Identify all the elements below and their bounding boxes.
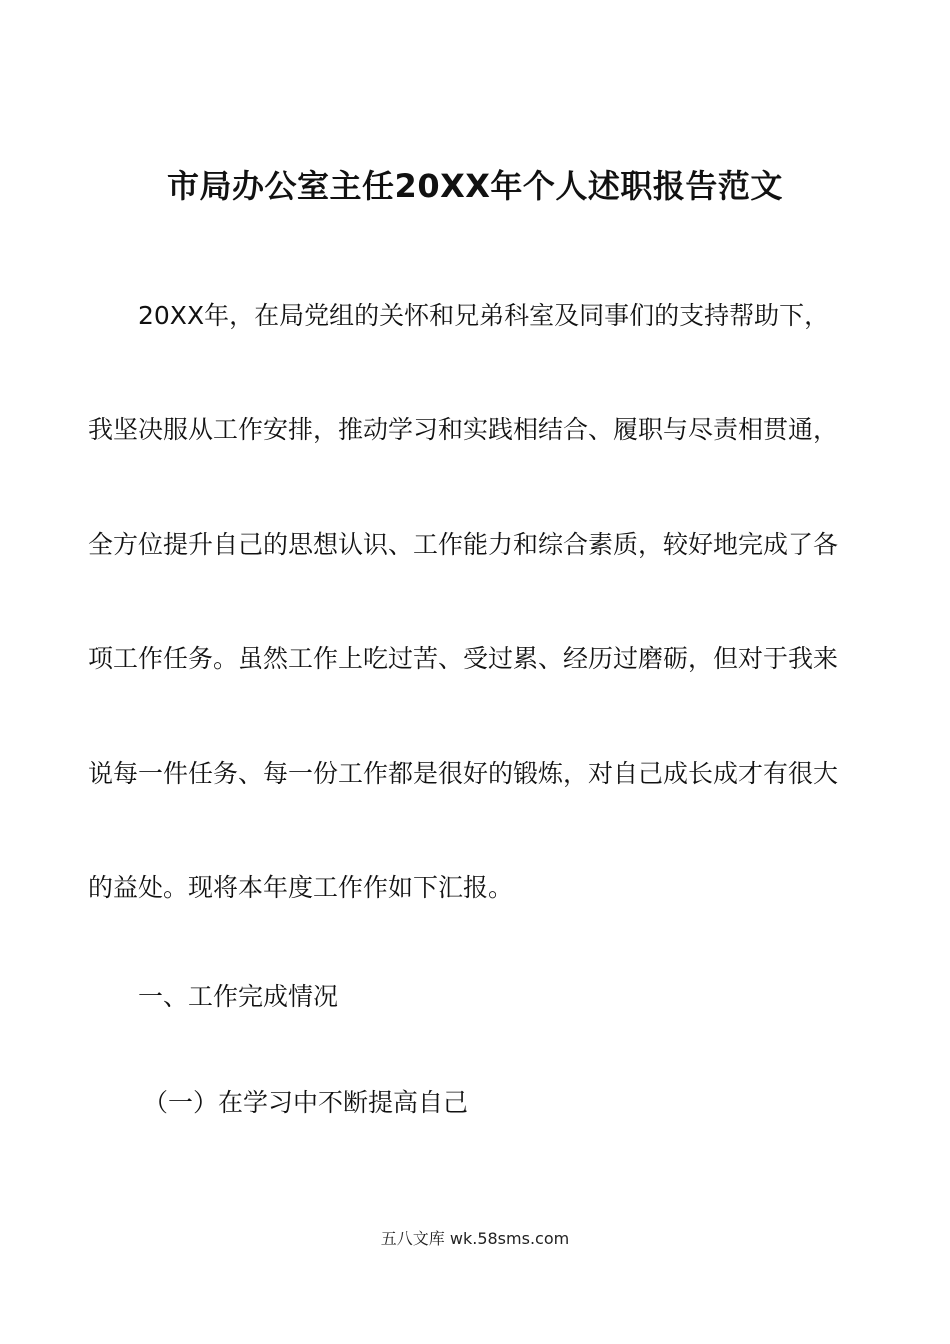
document-title: 市局办公室主任20XX年个人述职报告范文 [167,167,783,205]
paragraph-line: 全方位提升自己的思想认识、工作能力和综合素质，较好地完成了各 [88,530,839,559]
footer-watermark[interactable]: 五八文库 wk.58sms.com [380,1229,570,1248]
paragraph-line: 我坚决服从工作安排，推动学习和实践相结合、履职与尽责相贯通， [88,415,839,444]
paragraph-line: 20XX年，在局党组的关怀和兄弟科室及同事们的支持帮助下， [138,301,830,330]
paragraph-line: 的益处。现将本年度工作作如下汇报。 [88,873,514,902]
paragraph-line: 说每一件任务、每一份工作都是很好的锻炼，对自己成长成才有很大 [88,759,839,788]
subsection-heading: （一）在学习中不断提高自己 [143,1088,469,1117]
paragraph-line: 项工作任务。虽然工作上吃过苦、受过累、经历过磨砺，但对于我来 [88,644,839,673]
section-heading: 一、工作完成情况 [138,982,339,1011]
